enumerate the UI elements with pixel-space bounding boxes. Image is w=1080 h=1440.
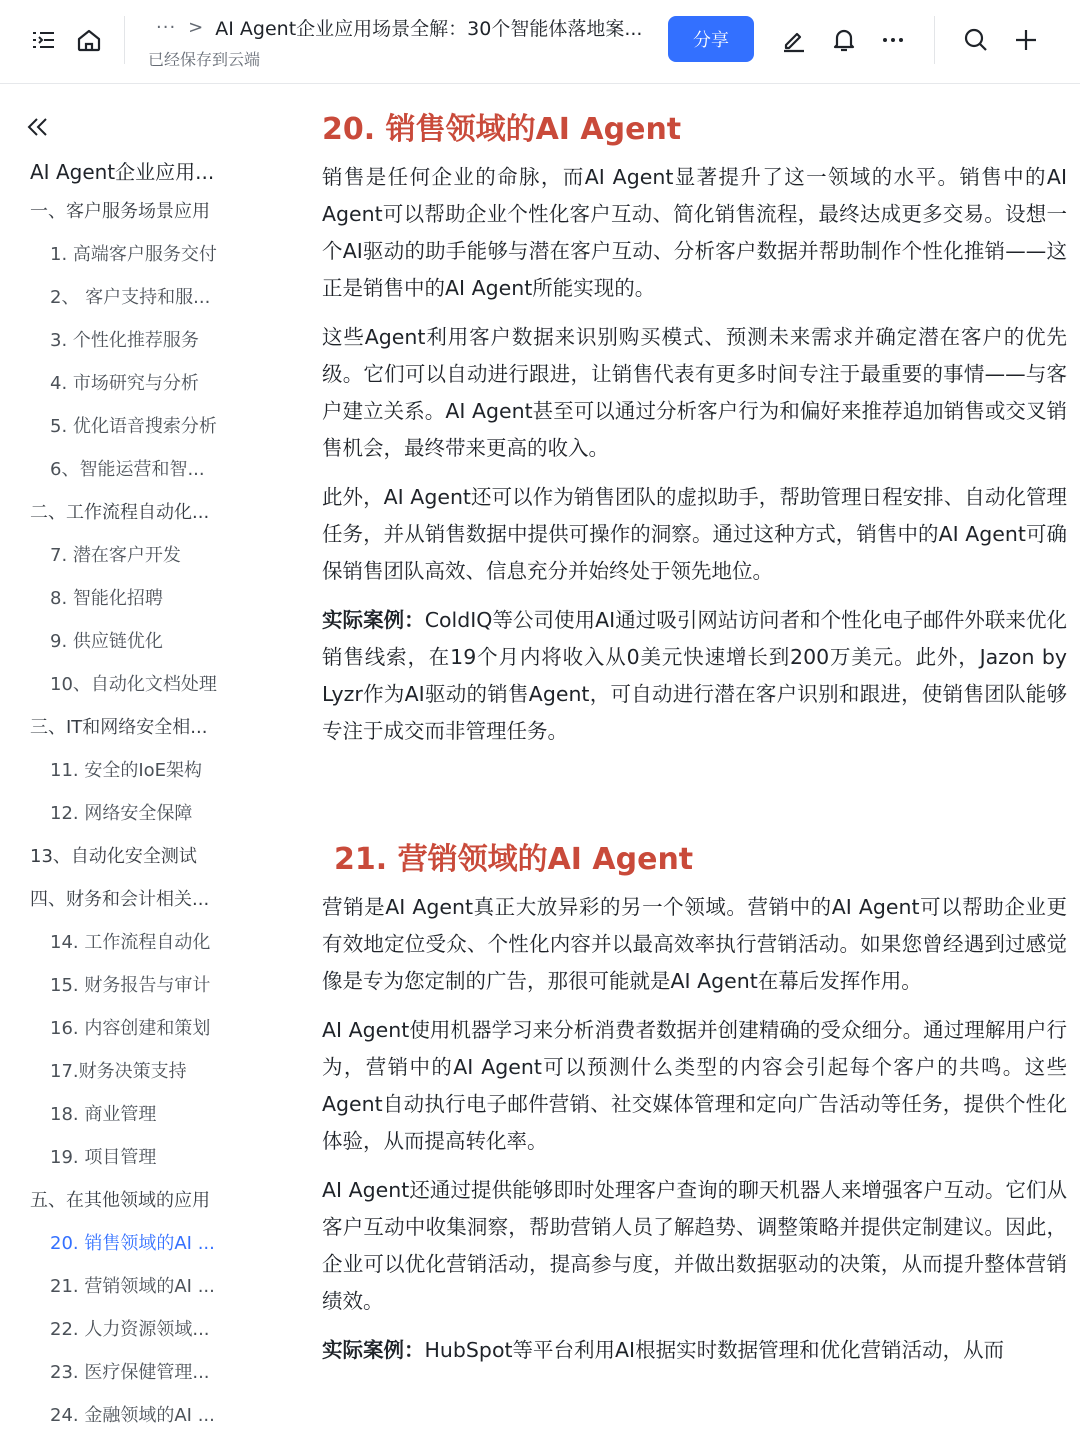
- toc-root-title[interactable]: AI Agent企业应用...: [30, 160, 215, 184]
- toc-item[interactable]: 12. 网络安全保障: [50, 803, 193, 824]
- doc-title[interactable]: AI Agent企业应用场景全解：30个智能体落地案...: [215, 18, 643, 40]
- toc-item[interactable]: 17.财务决策支持: [50, 1061, 187, 1082]
- breadcrumb-more-button[interactable]: ···: [156, 17, 177, 38]
- case-label: 实际案例：: [322, 1338, 425, 1362]
- toc-item[interactable]: 三、IT和网络安全相...: [30, 717, 208, 738]
- section-heading: 21. 营销领域的AI Agent: [334, 842, 694, 877]
- toolbar-divider: [934, 16, 935, 64]
- paragraph: 销售是任何企业的命脉，而AI Agent显著提升了这一领域的水平。销售中的AI Agent可以帮助企业个性化客户互动、简化销售流程，最终达成更多交易。设想一个AI驱动的助手能够与潜在客户互动、分析客户数据并帮助制作个性化推销——这正是销售中的AI Agent所能实现的。: [322, 165, 1067, 300]
- paragraph: 这些Agent利用客户数据来识别购买模式、预测未来需求并确定潜在客户的优先级。它们可以自动进行跟进，让销售代表有更多时间专注于最重要的事情——与客户建立关系。AI Agent甚至可以通过分析客户行为和偏好来推荐追加销售或交叉销售机会，最终带来更高的收入。: [322, 325, 1067, 460]
- toc-item[interactable]: 21. 营销领域的AI ...: [50, 1276, 215, 1297]
- toc-item[interactable]: 22. 人力资源领域...: [50, 1319, 210, 1340]
- case-label: 实际案例：: [322, 608, 425, 632]
- bell-icon[interactable]: [826, 22, 862, 58]
- edit-pen-icon[interactable]: [776, 22, 812, 58]
- toc-item[interactable]: 1. 高端客户服务交付: [50, 244, 217, 265]
- toc-item[interactable]: 11. 安全的IoE架构: [50, 760, 203, 781]
- search-icon[interactable]: [958, 22, 994, 58]
- paragraph: AI Agent还通过提供能够即时处理客户查询的聊天机器人来增强客户互动。它们从客户互动中收集洞察，帮助营销人员了解趋势、调整策略并提供定制建议。因此，企业可以优化营销活动，提高参与度，并做出数据驱动的决策，从而提升整体营销绩效。: [322, 1178, 1067, 1313]
- document-body: [322, 110, 1067, 1381]
- toc-item[interactable]: 3. 个性化推荐服务: [50, 330, 199, 351]
- top-toolbar: [0, 0, 1080, 84]
- paragraph: 营销是AI Agent真正大放异彩的另一个领域。营销中的AI Agent可以帮助企业更有效地定位受众、个性化内容并以最高效率执行营销活动。如果您曾经遇到过感觉像是专为您定制的广告，那很可能就是AI Agent在幕后发挥作用。: [322, 895, 1067, 993]
- toc-item[interactable]: 18. 商业管理: [50, 1104, 157, 1125]
- paragraph: 此外，AI Agent还可以作为销售团队的虚拟助手，帮助管理日程安排、自动化管理任务，并从销售数据中提供可操作的洞察。通过这种方式，销售中的AI Agent可确保销售团队高效、信息充分并始终处于领先地位。: [322, 485, 1067, 583]
- toolbar-divider: [124, 16, 125, 64]
- toc-item[interactable]: 9. 供应链优化: [50, 631, 163, 652]
- add-icon[interactable]: [1008, 22, 1044, 58]
- toc-item[interactable]: 8. 智能化招聘: [50, 588, 163, 609]
- toc-item[interactable]: 20. 销售领域的AI ...: [50, 1233, 215, 1254]
- toc-item[interactable]: 四、财务和会计相关...: [30, 889, 210, 910]
- home-icon[interactable]: [71, 22, 107, 58]
- toc-item[interactable]: 一、客户服务场景应用: [30, 201, 210, 222]
- paragraph: AI Agent使用机器学习来分析消费者数据并创建精确的受众细分。通过理解用户行为，营销中的AI Agent可以预测什么类型的内容会引起每个客户的共鸣。这些Agent自动执行电子邮件营销、社交媒体管理和定向广告活动等任务，提供个性化体验，从而提高转化率。: [322, 1018, 1067, 1153]
- toc-item[interactable]: 13、自动化安全测试: [30, 846, 197, 867]
- toc-item[interactable]: 二、工作流程自动化...: [30, 502, 210, 523]
- collapse-sidebar-icon[interactable]: [24, 115, 54, 145]
- outline-toggle-icon[interactable]: [26, 22, 62, 58]
- case-text: HubSpot等平台利用AI根据实时数据管理和优化营销活动，从而: [424, 1338, 1005, 1362]
- share-button[interactable]: 分享: [668, 16, 754, 62]
- toc-item[interactable]: 15. 财务报告与审计: [50, 975, 211, 996]
- toc-item[interactable]: 6、智能运营和智...: [50, 459, 205, 480]
- case-paragraph: [322, 1332, 1067, 1369]
- toc-item[interactable]: 2、 客户支持和服...: [50, 287, 211, 308]
- toc-item[interactable]: 4. 市场研究与分析: [50, 373, 199, 394]
- toc-item[interactable]: 16. 内容创建和策划: [50, 1018, 211, 1039]
- toc-item[interactable]: 7. 潜在客户开发: [50, 545, 181, 566]
- save-status: 已经保存到云端: [148, 50, 261, 69]
- toc-item[interactable]: 14. 工作流程自动化: [50, 932, 211, 953]
- toc-item[interactable]: 23. 医疗保健管理...: [50, 1362, 210, 1383]
- case-text: ColdIQ等公司使用AI通过吸引网站访问者和个性化电子邮件外联来优化销售线索，在19个月内将收入从0美元快速增长到200万美元。此外，Jazon by Lyzr作为AI驱动的销售Agent，可自动进行潜在客户识别和跟进，使销售团队能够专注于成交而非管理任务。: [322, 608, 1067, 743]
- toc-item[interactable]: 19. 项目管理: [50, 1147, 157, 1168]
- more-options-icon[interactable]: [875, 22, 911, 58]
- case-paragraph: [322, 602, 1067, 750]
- section-heading: 20. 销售领域的AI Agent: [322, 112, 682, 147]
- toc-item[interactable]: 10、自动化文档处理: [50, 674, 217, 695]
- toc-item[interactable]: 五、在其他领域的应用: [30, 1190, 210, 1211]
- breadcrumb: [156, 14, 642, 41]
- chevron-right-icon: >: [188, 17, 204, 38]
- table-of-contents: [0, 190, 280, 1437]
- toc-item[interactable]: 5. 优化语音搜索分析: [50, 416, 217, 437]
- toc-item[interactable]: 24. 金融领域的AI ...: [50, 1405, 215, 1426]
